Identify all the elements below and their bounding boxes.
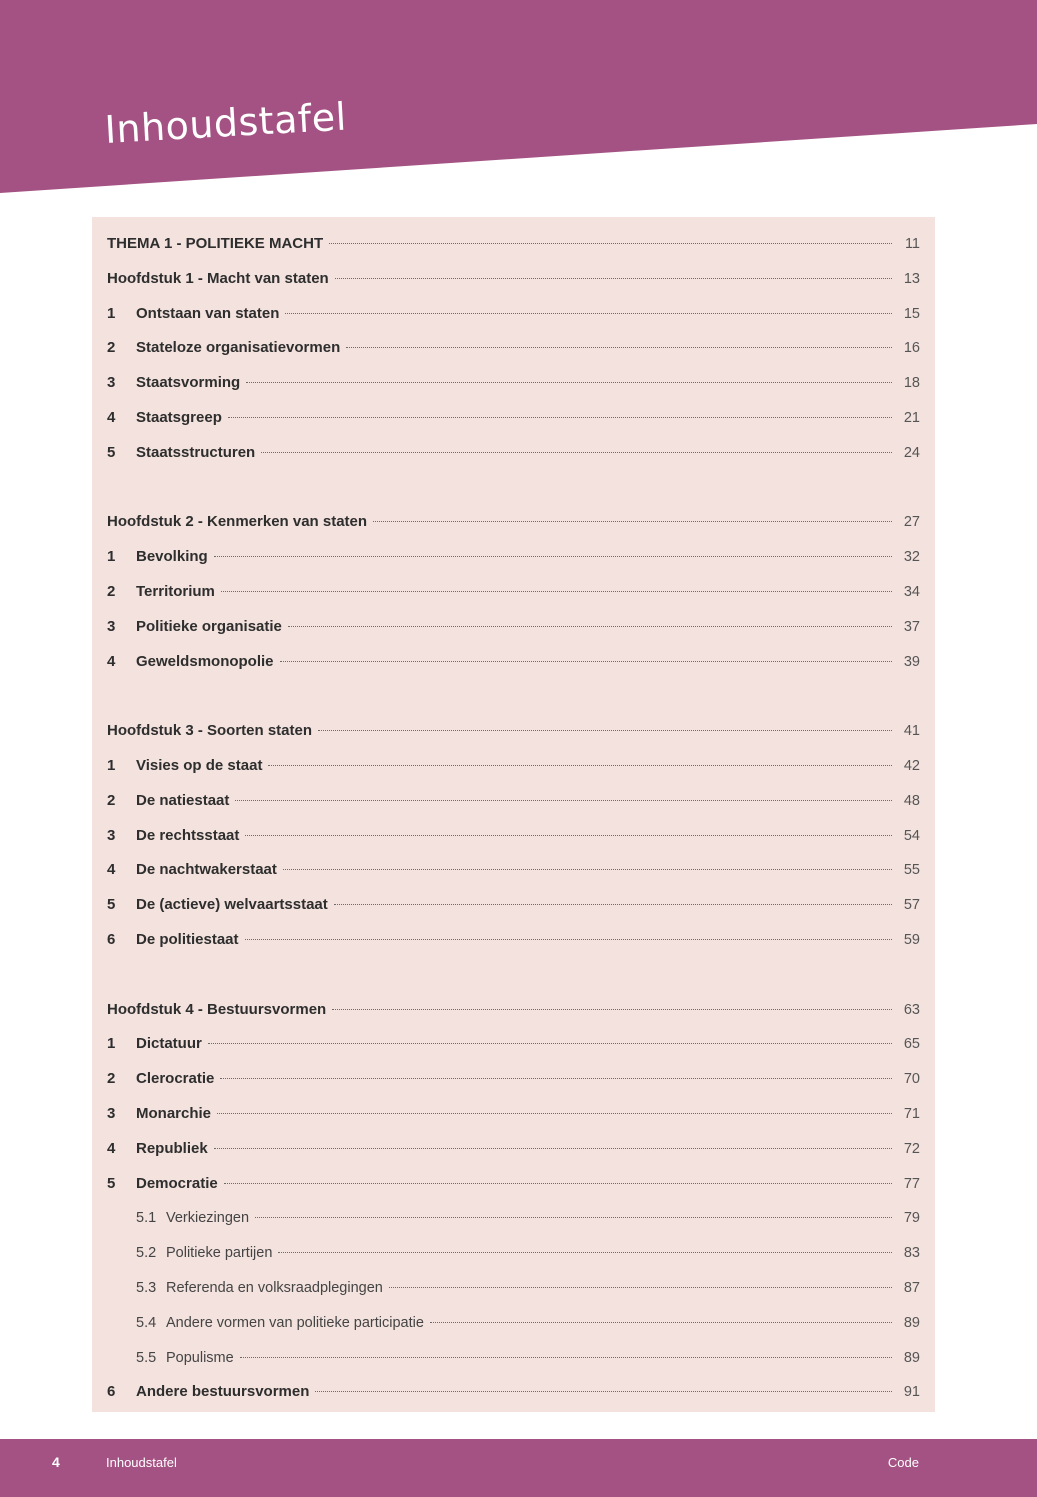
toc-entry-number: 3 xyxy=(107,617,116,635)
toc-entry-sub[interactable] xyxy=(107,1348,920,1383)
dot-leader xyxy=(318,729,892,731)
dot-leader xyxy=(214,1147,892,1149)
toc-entry-label: Hoofdstuk 4 - Bestuursvormen xyxy=(107,1000,327,1018)
toc-entry-label: Territorium xyxy=(136,582,215,600)
toc-entry-page: 24 xyxy=(903,444,920,461)
dot-leader xyxy=(332,1008,892,1010)
toc-entry-heading[interactable] xyxy=(107,1000,920,1035)
toc-entry-number: 1 xyxy=(107,1035,116,1053)
toc-entry-section[interactable] xyxy=(107,373,920,408)
dot-leader xyxy=(245,834,892,836)
toc-spacer xyxy=(107,686,920,721)
toc-entry-number: 4 xyxy=(107,652,116,670)
toc-entry-number: 6 xyxy=(107,930,116,948)
toc-entry-number: 1 xyxy=(107,548,116,566)
toc-entry-page: 18 xyxy=(903,375,920,392)
toc-entry-label: Andere bestuursvormen xyxy=(136,1383,310,1401)
toc-entry-label: Republiek xyxy=(136,1139,208,1157)
toc-entry-page: 16 xyxy=(903,340,920,357)
dot-leader xyxy=(334,903,892,905)
dot-leader xyxy=(278,1251,892,1253)
toc-entry-page: 37 xyxy=(903,618,920,635)
toc-entry-section[interactable] xyxy=(107,1382,920,1417)
toc-entry-section[interactable] xyxy=(107,1034,920,1069)
dot-leader xyxy=(283,868,892,870)
toc-entry-page: 32 xyxy=(903,549,920,566)
dot-leader xyxy=(208,1042,892,1044)
dot-leader xyxy=(268,764,892,766)
toc-entry-page: 72 xyxy=(903,1140,920,1157)
toc-entry-label: Staatsgreep xyxy=(136,408,222,426)
toc-entry-section[interactable] xyxy=(107,826,920,861)
table-of-contents xyxy=(92,217,935,1412)
toc-entry-label: Staatsvorming xyxy=(136,374,241,392)
toc-entry-number: 5.4 xyxy=(136,1314,157,1331)
dot-leader xyxy=(255,1216,892,1218)
toc-entry-page: 21 xyxy=(903,409,920,426)
toc-entry-page: 89 xyxy=(903,1314,920,1331)
toc-entry-section[interactable] xyxy=(107,1174,920,1209)
toc-entry-number: 5.1 xyxy=(136,1210,157,1227)
toc-entry-page: 48 xyxy=(903,792,920,809)
footer-brand: Code xyxy=(887,1455,919,1470)
toc-entry-section[interactable] xyxy=(107,304,920,339)
toc-entry-number: 3 xyxy=(107,1104,116,1122)
dot-leader xyxy=(346,346,892,348)
toc-entry-page: 39 xyxy=(903,653,920,670)
toc-entry-page: 65 xyxy=(903,1036,920,1053)
toc-entry-label: Hoofdstuk 3 - Soorten staten xyxy=(107,722,313,740)
toc-entry-label: Referenda en volksraadplegingen xyxy=(166,1279,383,1296)
toc-entry-label: Politieke partijen xyxy=(166,1245,273,1262)
dot-leader xyxy=(240,1356,892,1358)
dot-leader xyxy=(221,590,892,592)
toc-entry-number: 2 xyxy=(107,582,116,600)
toc-entry-number: 4 xyxy=(107,408,116,426)
toc-entry-page: 89 xyxy=(903,1349,920,1366)
toc-entry-sub[interactable] xyxy=(107,1243,920,1278)
toc-entry-number: 2 xyxy=(107,339,116,357)
dot-leader xyxy=(246,381,892,383)
toc-entry-label: Populisme xyxy=(166,1349,234,1366)
dot-leader xyxy=(228,416,892,418)
toc-entry-page: 79 xyxy=(903,1210,920,1227)
dot-leader xyxy=(220,1077,892,1079)
toc-spacer xyxy=(107,478,920,513)
dot-leader xyxy=(261,451,892,453)
footer-bar xyxy=(0,1439,1037,1497)
toc-entry-page: 27 xyxy=(903,514,920,531)
toc-entry-label: Bevolking xyxy=(136,548,208,566)
toc-entry-label: Visies op de staat xyxy=(136,756,263,774)
toc-entry-page: 91 xyxy=(903,1384,920,1401)
toc-spacer xyxy=(107,965,920,1000)
dot-leader xyxy=(315,1390,892,1392)
toc-entry-number: 3 xyxy=(107,374,116,392)
toc-entry-label: De politiestaat xyxy=(136,930,239,948)
dot-leader xyxy=(217,1112,892,1114)
dot-leader xyxy=(288,625,892,627)
toc-entry-label: THEMA 1 - POLITIEKE MACHT xyxy=(107,235,324,252)
toc-entry-section[interactable] xyxy=(107,652,920,687)
dot-leader xyxy=(280,660,892,662)
toc-entry-page: 71 xyxy=(903,1105,920,1122)
toc-entry-section[interactable] xyxy=(107,756,920,791)
toc-entry-section[interactable] xyxy=(107,930,920,965)
dot-leader xyxy=(224,1182,892,1184)
toc-entry-section[interactable] xyxy=(107,791,920,826)
toc-entry-page: 34 xyxy=(903,583,920,600)
toc-entry-label: Dictatuur xyxy=(136,1035,202,1053)
dot-leader xyxy=(235,799,892,801)
toc-entry-page: 63 xyxy=(903,1001,920,1018)
toc-entry-page: 54 xyxy=(903,827,920,844)
toc-entry-heading[interactable] xyxy=(107,234,920,269)
dot-leader xyxy=(285,312,892,314)
header-banner xyxy=(0,0,1037,200)
toc-entry-section[interactable] xyxy=(107,1069,920,1104)
toc-entry-page: 87 xyxy=(903,1279,920,1296)
toc-entry-page: 55 xyxy=(903,862,920,879)
toc-entry-heading[interactable] xyxy=(107,512,920,547)
toc-entry-page: 41 xyxy=(903,723,920,740)
toc-entry-label: De nachtwakerstaat xyxy=(136,861,277,879)
toc-entry-page: 57 xyxy=(903,897,920,914)
toc-entry-number: 5.3 xyxy=(136,1279,157,1296)
toc-entry-heading[interactable] xyxy=(107,269,920,304)
toc-entry-number: 1 xyxy=(107,756,116,774)
toc-entry-section[interactable] xyxy=(107,895,920,930)
toc-entry-sub[interactable] xyxy=(107,1313,920,1348)
footer-page-number: 4 xyxy=(52,1454,60,1470)
toc-entry-label: Clerocratie xyxy=(136,1070,215,1088)
dot-leader xyxy=(373,520,892,522)
toc-entry-label: De (actieve) welvaartsstaat xyxy=(136,896,328,914)
dot-leader xyxy=(335,277,892,279)
toc-entry-label: Ontstaan van staten xyxy=(136,304,280,322)
toc-entry-page: 70 xyxy=(903,1071,920,1088)
toc-entry-number: 5 xyxy=(107,1174,116,1192)
toc-entry-number: 5 xyxy=(107,443,116,461)
toc-entry-page: 77 xyxy=(903,1175,920,1192)
toc-entry-number: 2 xyxy=(107,1070,116,1088)
toc-entry-number: 2 xyxy=(107,791,116,809)
toc-entry-label: Andere vormen van politieke participatie xyxy=(166,1314,424,1331)
toc-entry-section[interactable] xyxy=(107,547,920,582)
toc-entry-label: Democratie xyxy=(136,1174,218,1192)
toc-entry-page: 83 xyxy=(903,1245,920,1262)
toc-entry-label: De rechtsstaat xyxy=(136,826,240,844)
header-banner-shape xyxy=(0,0,1037,200)
toc-entry-section[interactable] xyxy=(107,617,920,652)
toc-entry-section[interactable] xyxy=(107,1139,920,1174)
toc-entry-number: 1 xyxy=(107,304,116,322)
dot-leader xyxy=(214,555,892,557)
toc-entry-sub[interactable] xyxy=(107,1208,920,1243)
toc-entry-page: 42 xyxy=(903,757,920,774)
toc-entry-sub[interactable] xyxy=(107,1278,920,1313)
toc-entry-section[interactable] xyxy=(107,408,920,443)
toc-entry-label: Hoofdstuk 1 - Macht van staten xyxy=(107,269,329,287)
toc-entry-number: 5 xyxy=(107,896,116,914)
toc-entry-number: 5.5 xyxy=(136,1349,157,1366)
toc-entry-page: 13 xyxy=(903,270,920,287)
toc-entry-section[interactable] xyxy=(107,338,920,373)
toc-entry-heading[interactable] xyxy=(107,721,920,756)
toc-entry-section[interactable] xyxy=(107,582,920,617)
dot-leader xyxy=(245,938,892,940)
toc-entry-page: 59 xyxy=(903,931,920,948)
toc-entry-label: Politieke organisatie xyxy=(136,617,282,635)
toc-entry-label: Geweldsmonopolie xyxy=(136,652,274,670)
dot-leader xyxy=(329,242,892,244)
toc-entry-label: Stateloze organisatievormen xyxy=(136,339,341,357)
dot-leader xyxy=(430,1321,892,1323)
dot-leader xyxy=(389,1286,892,1288)
toc-entry-page: 15 xyxy=(903,305,920,322)
toc-entry-label: De natiestaat xyxy=(136,791,230,809)
toc-entry-label: Verkiezingen xyxy=(166,1210,250,1227)
toc-entry-number: 4 xyxy=(107,1139,116,1157)
toc-entry-label: Hoofdstuk 2 - Kenmerken van staten xyxy=(107,513,368,531)
toc-entry-section[interactable] xyxy=(107,860,920,895)
toc-entry-number: 5.2 xyxy=(136,1245,157,1262)
toc-entry-page: 11 xyxy=(904,236,920,252)
toc-entry-label: Staatsstructuren xyxy=(136,443,256,461)
toc-entry-section[interactable] xyxy=(107,1104,920,1139)
toc-entry-label: Monarchie xyxy=(136,1104,212,1122)
page-title: Inhoudstafel xyxy=(103,94,348,152)
footer-title: Inhoudstafel xyxy=(106,1455,177,1470)
toc-entry-number: 4 xyxy=(107,861,116,879)
toc-entry-number: 6 xyxy=(107,1383,116,1401)
toc-entry-number: 3 xyxy=(107,826,116,844)
toc-entry-section[interactable] xyxy=(107,443,920,478)
